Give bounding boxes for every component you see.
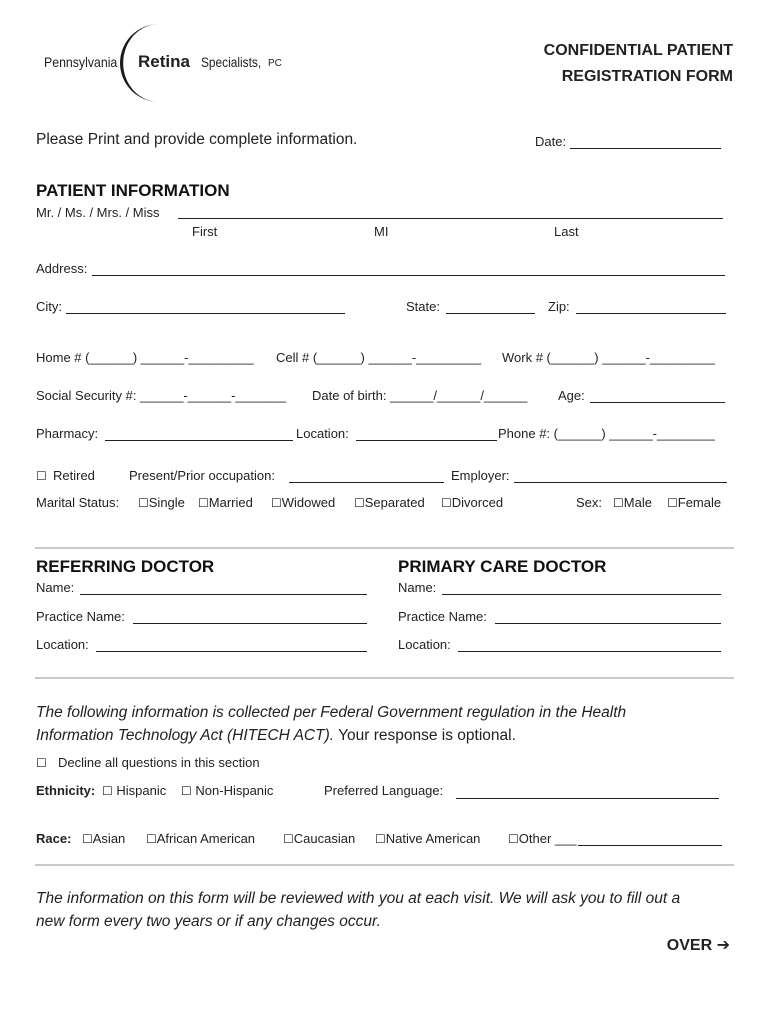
- arrow-right-icon: ➔: [716, 935, 730, 954]
- intro-text: Please Print and provide complete information.: [36, 131, 358, 148]
- home-phone-field[interactable]: Home # (______) ______-_________: [36, 350, 254, 365]
- sex-label: Sex:: [576, 495, 603, 510]
- checkbox-icon: ☐: [82, 832, 93, 846]
- hitech-notice-line1: The following information is collected per Federal Government regulation in the Health: [36, 704, 627, 721]
- marital-single-option[interactable]: ☐Single: [138, 495, 185, 510]
- mi-caption: MI: [374, 224, 389, 239]
- section-divider: [35, 547, 734, 549]
- hitech-act-text: Information Technology Act (HITECH ACT).: [36, 727, 335, 744]
- state-label: State:: [406, 299, 440, 314]
- marital-divorced-option[interactable]: ☐Divorced: [441, 495, 504, 510]
- name-title-label: Mr. / Ms. / Mrs. / Miss: [36, 205, 160, 220]
- patient-info-heading: PATIENT INFORMATION: [36, 181, 230, 200]
- checkbox-icon: ☐: [354, 496, 365, 510]
- primary-name-label: Name:: [398, 580, 437, 595]
- footer-note-line1: The information on this form will be reviewed with you at each visit. We will ask you to fill out a: [36, 890, 681, 907]
- checkbox-icon: ☐: [271, 496, 282, 510]
- zip-label: Zip:: [548, 299, 570, 314]
- race-asian-option[interactable]: ☐Asian: [82, 831, 126, 846]
- referring-location-label: Location:: [36, 637, 89, 652]
- checkbox-icon: ☐: [667, 496, 678, 510]
- logo-text-suffix: PC: [268, 58, 282, 69]
- primary-name-field[interactable]: [442, 594, 721, 595]
- last-name-caption: Last: [554, 224, 579, 239]
- age-label: Age:: [558, 388, 585, 403]
- optional-text: Your response is optional.: [338, 727, 516, 744]
- ssn-field[interactable]: Social Security #: ______-______-_______: [36, 388, 287, 403]
- state-field[interactable]: [446, 313, 535, 314]
- logo-text-middle: Retina: [138, 52, 190, 71]
- form-title-line2: REGISTRATION FORM: [561, 68, 733, 85]
- sex-male-option[interactable]: ☐Male: [613, 495, 652, 510]
- ethnicity-non-hispanic-option[interactable]: ☐ Non-Hispanic: [181, 783, 274, 798]
- marital-married-option[interactable]: ☐Married: [198, 495, 253, 510]
- checkbox-icon: ☐: [146, 832, 157, 846]
- decline-label: Decline all questions in this section: [58, 755, 260, 770]
- pharmacy-field[interactable]: [105, 440, 293, 441]
- section-divider: [35, 864, 734, 866]
- cell-phone-field[interactable]: Cell # (______) ______-_________: [276, 350, 482, 365]
- full-name-field[interactable]: [178, 218, 723, 219]
- primary-location-field[interactable]: [458, 651, 721, 652]
- occupation-field[interactable]: [289, 482, 444, 483]
- race-caucasian-option[interactable]: ☐Caucasian: [283, 831, 356, 846]
- ethnicity-hispanic-option[interactable]: ☐ Hispanic: [102, 783, 167, 798]
- sex-female-option[interactable]: ☐Female: [667, 495, 722, 510]
- marital-status-label: Marital Status:: [36, 495, 120, 510]
- over-label: OVER ➔: [666, 935, 730, 954]
- work-phone-field[interactable]: Work # (______) ______-_________: [502, 350, 715, 365]
- ethnicity-label: Ethnicity:: [36, 783, 96, 798]
- form-title-line1: CONFIDENTIAL PATIENT: [543, 42, 733, 59]
- pharmacy-location-field[interactable]: [356, 440, 497, 441]
- primary-care-heading: PRIMARY CARE DOCTOR: [398, 557, 607, 576]
- race-native-american-option[interactable]: ☐Native American: [375, 831, 481, 846]
- footer-note-line2: new form every two years or if any changes occur.: [36, 913, 381, 930]
- checkbox-icon: ☐: [138, 496, 149, 510]
- referring-practice-label: Practice Name:: [36, 609, 125, 624]
- address-label: Address:: [36, 261, 88, 276]
- date-field[interactable]: [570, 148, 721, 149]
- checkbox-icon: ☐: [508, 832, 519, 846]
- zip-field[interactable]: [576, 313, 726, 314]
- pharmacy-location-label: Location:: [296, 426, 349, 441]
- city-label: City:: [36, 299, 62, 314]
- section-divider: [35, 677, 734, 679]
- checkbox-icon: ☐: [441, 496, 452, 510]
- referring-location-field[interactable]: [96, 651, 367, 652]
- first-name-caption: First: [192, 224, 218, 239]
- preferred-language-label: Preferred Language:: [324, 783, 444, 798]
- marital-widowed-option[interactable]: ☐Widowed: [271, 495, 336, 510]
- city-field[interactable]: [66, 313, 345, 314]
- dob-field[interactable]: Date of birth: ______/______/______: [312, 388, 528, 403]
- primary-practice-field[interactable]: [495, 623, 721, 624]
- primary-practice-label: Practice Name:: [398, 609, 487, 624]
- referring-name-label: Name:: [36, 580, 75, 595]
- primary-location-label: Location:: [398, 637, 451, 652]
- employer-field[interactable]: [514, 482, 727, 483]
- checkbox-icon: ☐: [198, 496, 209, 510]
- marital-separated-option[interactable]: ☐Separated: [354, 495, 425, 510]
- hitech-notice-line2: [36, 727, 516, 745]
- referring-doctor-heading: REFERRING DOCTOR: [36, 557, 215, 576]
- checkbox-icon: ☐: [613, 496, 624, 510]
- occupation-label: Present/Prior occupation:: [129, 468, 275, 483]
- logo-text-right: Specialists,: [201, 54, 262, 70]
- retired-checkbox[interactable]: ☐: [36, 469, 47, 483]
- checkbox-icon: ☐: [375, 832, 386, 846]
- race-label: Race:: [36, 831, 72, 846]
- referring-name-field[interactable]: [80, 594, 367, 595]
- checkbox-icon: ☐: [181, 784, 192, 798]
- logo-text-left: Pennsylvania: [44, 54, 118, 70]
- referring-practice-field[interactable]: [133, 623, 367, 624]
- age-field[interactable]: [590, 402, 725, 403]
- race-other-field[interactable]: [578, 845, 722, 846]
- race-african-american-option[interactable]: ☐African American: [146, 831, 256, 846]
- preferred-language-field[interactable]: [456, 798, 719, 799]
- checkbox-icon: ☐: [283, 832, 294, 846]
- decline-checkbox[interactable]: ☐: [36, 756, 47, 770]
- retired-label: Retired: [53, 468, 95, 483]
- date-label: Date:: [535, 134, 567, 149]
- address-field[interactable]: [92, 275, 725, 276]
- pharmacy-phone-field[interactable]: Phone #: (______) ______-________: [498, 426, 715, 441]
- employer-label: Employer:: [451, 468, 510, 483]
- pharmacy-label: Pharmacy:: [36, 426, 99, 441]
- race-other-option[interactable]: ☐Other ___: [508, 831, 577, 846]
- checkbox-icon: ☐: [102, 784, 113, 798]
